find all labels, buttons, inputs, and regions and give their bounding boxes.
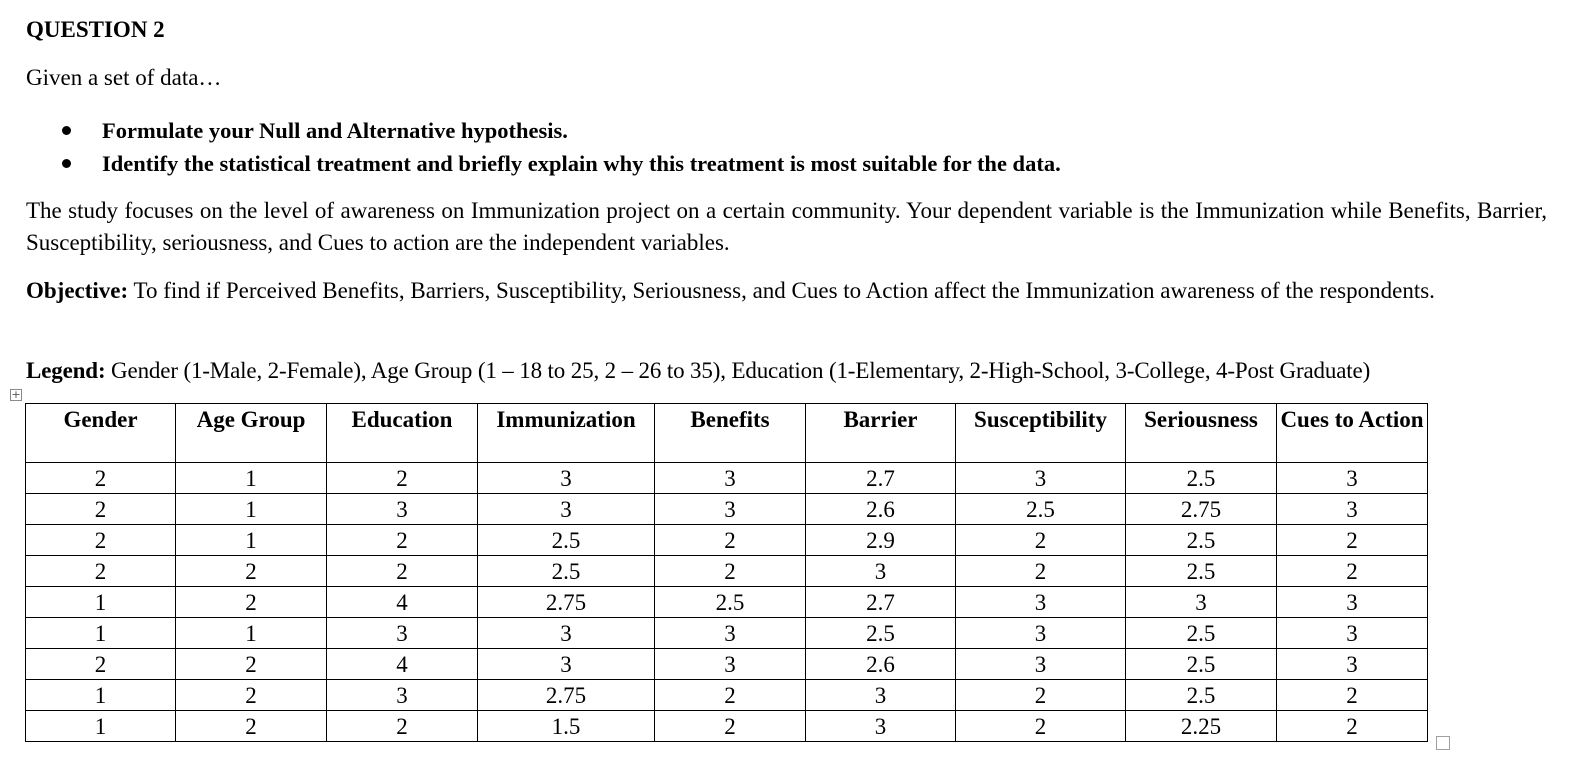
table-cell: 3 — [1277, 649, 1428, 680]
table-cell: 2 — [956, 680, 1126, 711]
table-cell: 3 — [655, 649, 806, 680]
table-cell: 3 — [327, 680, 478, 711]
table-cell: 2.5 — [1126, 680, 1277, 711]
table-cell: 2.75 — [478, 680, 655, 711]
study-paragraph: The study focuses on the level of awareness on Immunization project on a certain community. Your dependent variable is the Immunization while Benefits, Barrier, Susceptibility, seriousness, and Cues to action are the independent variables. — [26, 198, 1547, 255]
table-cell: 2 — [956, 525, 1126, 556]
table-cell: 3 — [655, 494, 806, 525]
table-cell: 2.6 — [806, 649, 956, 680]
question-title: QUESTION 2 — [26, 17, 165, 42]
table-cell: 2.5 — [806, 618, 956, 649]
table-cell: 1 — [26, 680, 176, 711]
column-header: Cues to Action — [1277, 404, 1428, 463]
table-resize-handle-icon[interactable] — [1436, 736, 1450, 750]
table-cell: 2 — [956, 556, 1126, 587]
table-cell: 2 — [26, 494, 176, 525]
table-row — [26, 525, 1428, 556]
table-cell: 1.5 — [478, 711, 655, 742]
table-move-handle-icon[interactable]: + — [11, 388, 21, 401]
table-cell: 2 — [26, 649, 176, 680]
table-cell: 2 — [327, 463, 478, 494]
table-cell: 3 — [1126, 587, 1277, 618]
table-cell: 2.7 — [806, 587, 956, 618]
table-cell: 2.25 — [1126, 711, 1277, 742]
table-cell: 3 — [1277, 494, 1428, 525]
column-header: Education — [327, 404, 478, 463]
table-cell: 1 — [176, 494, 327, 525]
column-header: Immunization — [478, 404, 655, 463]
table-cell: 3 — [956, 587, 1126, 618]
table-row — [26, 587, 1428, 618]
table-row — [26, 463, 1428, 494]
instruction-text: Formulate your Null and Alternative hypothesis. — [102, 118, 568, 143]
table-cell: 2 — [176, 649, 327, 680]
table-cell: 2 — [1277, 525, 1428, 556]
table-cell: 3 — [655, 463, 806, 494]
table-cell: 2.5 — [956, 494, 1126, 525]
objective-label: Objective: — [26, 278, 129, 303]
table-cell: 1 — [26, 587, 176, 618]
legend-paragraph — [26, 355, 1370, 387]
table-cell: 3 — [806, 711, 956, 742]
table-cell: 3 — [478, 494, 655, 525]
table-cell: 2.5 — [1126, 525, 1277, 556]
table-cell: 2 — [1277, 556, 1428, 587]
legend-text: Gender (1-Male, 2-Female), Age Group (1 – 18 to 25, 2 – 26 to 35), Education (1-Elementary, 2-High-School, 3-College, 4-Post Graduate) — [105, 358, 1371, 383]
table-cell: 3 — [1277, 618, 1428, 649]
table-cell: 3 — [478, 649, 655, 680]
table-cell: 2 — [327, 556, 478, 587]
table-cell: 2.7 — [806, 463, 956, 494]
table-cell: 3 — [1277, 463, 1428, 494]
column-header: Benefits — [655, 404, 806, 463]
table-cell: 3 — [655, 618, 806, 649]
table-cell: 2.5 — [1126, 463, 1277, 494]
table-cell: 2 — [1277, 680, 1428, 711]
table-row — [26, 680, 1428, 711]
objective-text: To find if Perceived Benefits, Barriers, Susceptibility, Seriousness, and Cues to Action affect the Immunization awareness of the respondents. — [128, 278, 1435, 303]
table-cell: 2.5 — [1126, 556, 1277, 587]
instruction-list — [26, 114, 1061, 180]
table-cell: 2 — [176, 680, 327, 711]
table-cell: 2.9 — [806, 525, 956, 556]
column-header: Susceptibility — [956, 404, 1126, 463]
table-cell: 3 — [1277, 587, 1428, 618]
table-cell: 2.75 — [1126, 494, 1277, 525]
table-row — [26, 618, 1428, 649]
question-intro: Given a set of data… — [26, 65, 222, 90]
column-header: Gender — [26, 404, 176, 463]
table-cell: 4 — [327, 587, 478, 618]
table-cell: 2.5 — [1126, 618, 1277, 649]
table-cell: 3 — [478, 463, 655, 494]
table-cell: 2.5 — [478, 556, 655, 587]
table-cell: 2 — [956, 711, 1126, 742]
table-cell: 2 — [26, 556, 176, 587]
table-cell: 3 — [806, 556, 956, 587]
table-header-row — [26, 404, 1428, 463]
table-cell: 2.5 — [478, 525, 655, 556]
table-cell: 2 — [26, 463, 176, 494]
table-cell: 2 — [176, 556, 327, 587]
table-cell: 2 — [655, 680, 806, 711]
table-cell: 1 — [26, 711, 176, 742]
table-cell: 2 — [176, 587, 327, 618]
column-header: Age Group — [176, 404, 327, 463]
instruction-text: Identify the statistical treatment and briefly explain why this treatment is most suitable for the data. — [102, 151, 1061, 176]
table-cell: 2 — [176, 711, 327, 742]
legend-label: Legend: — [26, 358, 106, 383]
table-cell: 1 — [26, 618, 176, 649]
table-row — [26, 649, 1428, 680]
table-cell: 2 — [327, 711, 478, 742]
table-cell: 3 — [956, 618, 1126, 649]
table-cell: 3 — [327, 494, 478, 525]
table-cell: 2.6 — [806, 494, 956, 525]
table-cell: 2 — [1277, 711, 1428, 742]
table-cell: 2.5 — [655, 587, 806, 618]
table-cell: 2 — [655, 556, 806, 587]
table-cell: 1 — [176, 463, 327, 494]
objective-paragraph — [26, 275, 1547, 307]
table-cell: 2 — [26, 525, 176, 556]
table-row — [26, 711, 1428, 742]
table-cell: 3 — [327, 618, 478, 649]
data-table — [25, 403, 1428, 742]
table-cell: 1 — [176, 618, 327, 649]
table-cell: 3 — [956, 463, 1126, 494]
column-header: Seriousness — [1126, 404, 1277, 463]
table-row — [26, 556, 1428, 587]
table-cell: 2 — [655, 525, 806, 556]
table-row — [26, 494, 1428, 525]
table-cell: 3 — [806, 680, 956, 711]
table-cell: 2 — [327, 525, 478, 556]
table-cell: 2.75 — [478, 587, 655, 618]
instruction-item — [26, 114, 1061, 147]
instruction-item — [26, 147, 1061, 180]
column-header: Barrier — [806, 404, 956, 463]
table-body — [26, 463, 1428, 742]
bullet-icon — [62, 159, 71, 168]
table-cell: 2 — [655, 711, 806, 742]
table-cell: 2.5 — [1126, 649, 1277, 680]
table-cell: 3 — [478, 618, 655, 649]
bullet-icon — [62, 126, 71, 135]
table-cell: 3 — [956, 649, 1126, 680]
table-cell: 1 — [176, 525, 327, 556]
table-cell: 4 — [327, 649, 478, 680]
